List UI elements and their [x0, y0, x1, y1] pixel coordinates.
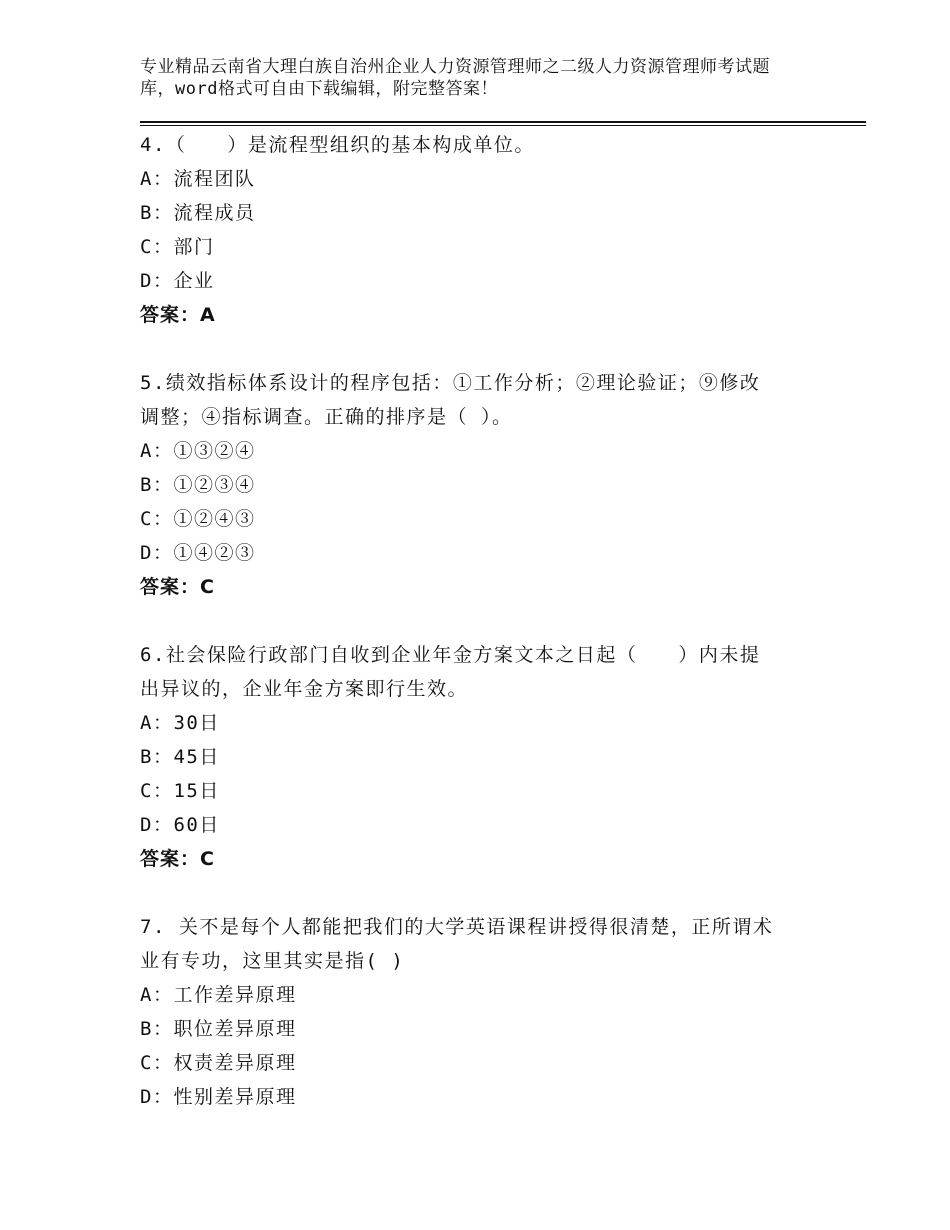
question-5 [140, 366, 840, 604]
question-stem-line-2: 调整；④指标调查。正确的排序是（ ）。 [140, 406, 513, 428]
question-6 [140, 638, 840, 876]
document-header [140, 56, 830, 100]
question-stem-line-1: 6.社会保险行政部门自收到企业年金方案文本之日起（ ）内未提 [140, 644, 761, 666]
option-a: A：30日 [140, 712, 220, 734]
header-rule-thin [140, 125, 866, 126]
option-a: A：工作差异原理 [140, 984, 297, 1006]
header-line-2: 库，word格式可自由下载编辑，附完整答案！ [140, 79, 498, 99]
question-spacer [140, 604, 840, 638]
header-line-1: 专业精品云南省大理白族自治州企业人力资源管理师之二级人力资源管理师考试题 [140, 57, 770, 77]
option-d: D：60日 [140, 814, 220, 836]
option-b: B：①②③④ [140, 474, 256, 496]
question-4 [140, 128, 840, 332]
option-a: A：①③②④ [140, 440, 256, 462]
option-d: D：性别差异原理 [140, 1086, 297, 1108]
option-a: A：流程团队 [140, 168, 256, 190]
question-stem-line-2: 出异议的，企业年金方案即行生效。 [140, 678, 469, 700]
answer-label: 答案：C [140, 576, 215, 598]
question-stem-line-1: 5.绩效指标体系设计的程序包括：①工作分析；②理论验证；⑨修改 [140, 372, 761, 394]
question-stem-line-2: 业有专功，这里其实是指( ) [140, 950, 405, 972]
question-stem: 4.（ ）是流程型组织的基本构成单位。 [140, 134, 535, 156]
question-spacer [140, 332, 840, 366]
header-rule-thick [140, 121, 866, 123]
question-7 [140, 910, 840, 1114]
option-c: C：部门 [140, 236, 215, 258]
option-c: C：权责差异原理 [140, 1052, 297, 1074]
question-list [140, 128, 840, 1114]
option-c: C：15日 [140, 780, 220, 802]
option-d: D：①④②③ [140, 542, 256, 564]
option-b: B：流程成员 [140, 202, 256, 224]
answer-label: 答案：C [140, 848, 215, 870]
question-spacer [140, 876, 840, 910]
question-stem-line-1: 7. 关不是每个人都能把我们的大学英语课程讲授得很清楚，正所谓术 [140, 916, 774, 938]
option-c: C：①②④③ [140, 508, 256, 530]
option-b: B：职位差异原理 [140, 1018, 297, 1040]
option-d: D：企业 [140, 270, 215, 292]
option-b: B：45日 [140, 746, 220, 768]
answer-label: 答案：A [140, 304, 216, 326]
